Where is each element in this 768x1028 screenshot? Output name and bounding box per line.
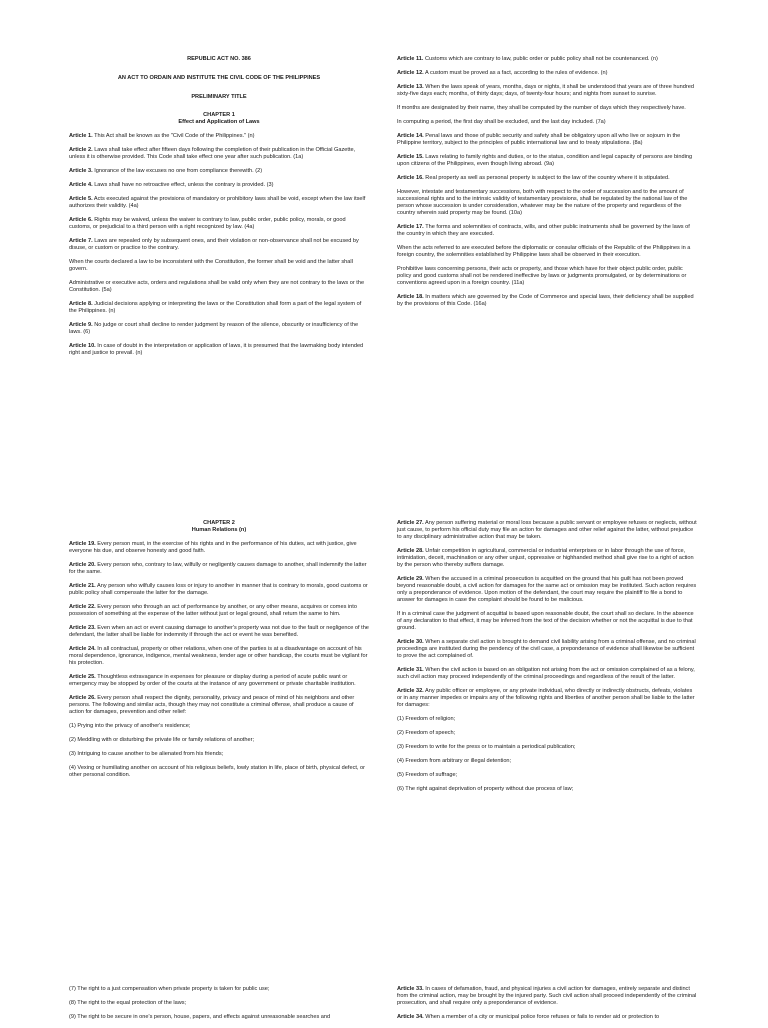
article-text: (7) The right to a just compensation when private property is taken for public use; [69,986,270,992]
article-paragraph [69,322,369,336]
article-text: In all contractual, property or other relations, when one of the parties is at a disadvantage on account of his moral dependence, ignorance, indigence, mental weakness, tender age or other handicap, the courts must be vigilant for his protection. [69,646,368,666]
article-label: Article 24. [69,646,96,652]
article-text: Every person must, in the exercise of his rights and in the performance of his duties, act with justice, give everyone his due, and observe honesty and good faith. [69,541,357,554]
article-label: Article 5. [69,196,93,202]
article-label: Article 6. [69,217,93,223]
page-3-left-column [69,986,369,1028]
article-text: (4) Vexing or humiliating another on account of his religious beliefs, lowly station in life, place of birth, physical defect, or other personal condition. [69,765,366,778]
article-continuation [397,119,697,126]
article-text: Acts executed against the provisions of mandatory or prohibitory laws shall be void, except when the law itself authorizes their validity. (4a) [69,196,366,209]
article-paragraph [397,986,697,1007]
article-paragraph [397,688,697,709]
article-paragraph [397,56,697,63]
article-text: (8) The right to the equal protection of the laws; [69,1000,187,1006]
preliminary-title: PRELIMINARY TITLE [191,94,247,100]
article-paragraph [69,217,369,231]
article-label: Article 34. [397,1014,424,1020]
article-continuation [397,744,697,751]
article-text: Administrative or executive acts, orders and regulations shall be valid only when they are not contrary to the laws or the Constitution. (5a) [69,280,365,293]
article-text: Thoughtless extravagance in expenses for pleasure or display during a period of acute public want or emergency may be stopped by order of the courts at the instance of any government or private charitable institution. [69,674,356,687]
article-text: When the laws speak of years, months, days or nights, it shall be understood that years are of three hundred sixty-five days each; months, of thirty days; days, of twenty-four hours; and nights from sunset to sunrise. [397,84,694,97]
article-paragraph [69,541,369,555]
chapter-title: Effect and Application of Laws [178,119,260,125]
article-text: Every person shall respect the dignity, personality, privacy and peace of mind of his neighbors and other persons. The following and similar acts, though they may not constitute a criminal offense, shall produce a cause of action for damages, prevention and other relief: [69,695,355,715]
article-paragraph [397,224,697,238]
article-paragraph [69,168,369,175]
article-label: Article 14. [397,133,424,139]
article-continuation [69,986,369,993]
article-label: Article 21. [69,583,96,589]
article-label: Article 10. [69,343,96,349]
article-text: When the courts declared a law to be inconsistent with the Constitution, the former shall be void and the latter shall govern. [69,259,353,272]
article-text: However, intestate and testamentary successions, both with respect to the order of succession and to the amount of successional rights and to the intrinsic validity of testamentary provisions, shall be regulated by the national law of the person whose succession is under consideration, whatever may be the nature of the property and regardless of the country wherein said property may be found. (10a) [397,189,688,216]
article-text: Prohibitive laws concerning persons, their acts or property, and those which have for their object public order, public policy and good customs shall not be rendered ineffective by laws or judgments promulgated, or by determinations or conventions agreed upon in a foreign country. (11a) [397,266,687,286]
article-text: No judge or court shall decline to render judgment by reason of the silence, obscurity or insufficiency of the laws. (6) [69,322,359,335]
article-text: If months are designated by their name, they shall be computed by the number of days which they respectively have. [397,105,686,111]
article-paragraph [397,639,697,660]
article-text: Real property as well as personal property is subject to the law of the country where it is stipulated. [423,175,670,181]
article-text: Rights may be waived, unless the waiver is contrary to law, public order, public policy, morals, or good customs, or prejudicial to a third person with a right recognized by law. (4a) [69,217,346,230]
article-text: When the acts referred to are executed before the diplomatic or consular officials of the Republic of the Philippines in a foreign country, the solemnities established by Philippine laws shall be observed in their execution. [397,245,691,258]
article-paragraph [397,576,697,604]
article-text: (3) Freedom to write for the press or to maintain a periodical publication; [397,744,576,750]
article-paragraph [69,604,369,618]
article-label: Article 2. [69,147,93,153]
article-text: This Act shall be known as the "Civil Code of the Philippines." (n) [92,133,255,139]
article-paragraph [397,70,697,77]
article-text: When a member of a city or municipal police force refuses or fails to render aid or protection to [423,1014,660,1020]
article-paragraph [69,301,369,315]
article-list [397,56,697,308]
act-number: REPUBLIC ACT NO. 386 [187,56,251,62]
article-paragraph [397,133,697,147]
chapter-heading: CHAPTER 1 [203,112,235,118]
article-label: Article 23. [69,625,96,631]
page-3 [0,980,768,1024]
article-label: Article 18. [397,294,424,300]
article-text: When the accused in a criminal prosecution is acquitted on the ground that his guilt has not been proved beyond reasonable doubt, a civil action for damages for the same act or omission may be instituted. Such action requires only a preponderance of evidence. Upon motion of the defendant, the court may require the plaintiff to file a bond to answer for damages in case the complaint should be found to be malicious. [397,576,697,603]
article-text: Laws relating to family rights and duties, or to the status, condition and legal capacity of persons are binding upon citizens of the Philippines, even though living abroad. (9a) [397,154,693,167]
article-label: Article 4. [69,182,93,188]
article-continuation [69,723,369,730]
article-label: Article 31. [397,667,424,673]
article-text: Laws are repealed only by subsequent ones, and their violation or non-observance shall not be excused by disuse, or custom or practice to the contrary. [69,238,359,251]
article-text: When a separate civil action is brought to demand civil liability arising from a criminal offense, and no criminal proceedings are instituted during the pendency of the civil case, a preponderance of evidence shall likewise be sufficient to prove the act complained of. [397,639,696,659]
article-continuation [397,730,697,737]
article-label: Article 19. [69,541,96,547]
article-continuation [397,772,697,779]
article-label: Article 22. [69,604,96,610]
article-paragraph [397,294,697,308]
article-paragraph [69,238,369,252]
article-continuation [69,1014,369,1021]
article-text: (1) Prying into the privacy of another's residence; [69,723,191,729]
article-text: The forms and solemnities of contracts, wills, and other public instruments shall be governed by the laws of the country in which they are executed. [397,224,690,237]
act-title: AN ACT TO ORDAIN AND INSTITUTE THE CIVIL CODE OF THE PHILIPPINES [117,75,321,81]
article-text: Unfair competition in agricultural, commercial or industrial enterprises or in labor through the use of force, intimidation, deceit, machination or any other unjust, oppressive or highhanded method shall give rise to a right of action by the person who thereby suffers damage. [397,548,694,568]
page-1-left-column [69,56,369,364]
article-label: Article 11. [397,56,424,62]
article-text: (6) The right against deprivation of property without due process of law; [397,786,574,792]
article-paragraph [69,583,369,597]
article-paragraph [69,196,369,210]
article-continuation [397,611,697,632]
article-label: Article 1. [69,133,93,139]
article-text: A custom must be proved as a fact, according to the rules of evidence. (n) [423,70,608,76]
article-label: Article 32. [397,688,424,694]
article-paragraph [397,84,697,98]
article-text: Any person who wilfully causes loss or injury to another in manner that is contrary to morals, good customs or public policy shall compensate the latter for the damage. [69,583,368,596]
article-paragraph [69,147,369,161]
article-label: Article 15. [397,154,424,160]
page-2-right-column [397,520,697,800]
article-list [69,133,369,357]
article-paragraph [397,667,697,681]
page-3-right-column [397,986,697,1028]
article-list [69,541,369,779]
article-label: Article 30. [397,639,424,645]
article-paragraph [69,343,369,357]
article-list [397,520,697,793]
article-label: Article 9. [69,322,93,328]
article-text: (4) Freedom from arbitrary or illegal detention; [397,758,512,764]
article-label: Article 33. [397,986,424,992]
article-text: Laws shall have no retroactive effect, unless the contrary is provided. (3) [92,182,274,188]
article-text: Any public officer or employee, or any private individual, who directly or indirectly obstructs, defeats, violates or in any manner impedes or impairs any of the following rights and liberties of another person shall be liable to the latter for damages: [397,688,695,708]
article-text: In cases of defamation, fraud, and physical injuries a civil action for damages, entirely separate and distinct from the criminal action, may be brought by the injured party. Such civil action shall proceed independently of the criminal prosecution, and shall require only a preponderance of evidence. [397,986,697,1006]
article-text: Laws shall take effect after fifteen days following the completion of their publication in the Official Gazette, unless it is otherwise provided. This Code shall take effect one year after such publication. (1a) [69,147,356,160]
article-continuation [397,105,697,112]
article-text: Penal laws and those of public security and safety shall be obligatory upon all who live or sojourn in the Philippine territory, subject to the principles of public international law and to treaty stipulations. (8a) [397,133,681,146]
article-text: Every person who, contrary to law, wilfully or negligently causes damage to another, shall indemnify the latter for the same. [69,562,367,575]
article-label: Article 27. [397,520,424,526]
article-continuation [397,189,697,217]
article-text: (1) Freedom of religion; [397,716,456,722]
article-paragraph [397,520,697,541]
article-text: (9) The right to be secure in one's person, house, papers, and effects against unreasonable searches and [69,1014,331,1020]
article-paragraph [397,1014,697,1021]
article-continuation [397,716,697,723]
article-text: When the civil action is based on an obligation not arising from the act or omission complained of as a felony, such civil action may proceed independently of the criminal proceedings and regardless of the result of the latter. [397,667,695,680]
article-label: Article 3. [69,168,93,174]
article-continuation [397,245,697,259]
article-label: Article 12. [397,70,424,76]
article-label: Article 7. [69,238,93,244]
article-label: Article 26. [69,695,96,701]
article-label: Article 25. [69,674,96,680]
article-continuation [397,786,697,793]
article-continuation [397,758,697,765]
article-paragraph [397,548,697,569]
article-paragraph [69,562,369,576]
article-text: Every person who through an act of performance by another, or any other means, acquires or comes into possession of something at the expense of the latter without just or legal ground, shall return the same to him. [69,604,357,617]
article-text: (5) Freedom of suffrage; [397,772,458,778]
article-paragraph [397,154,697,168]
article-paragraph [69,695,369,716]
article-continuation [69,751,369,758]
article-label: Article 13. [397,84,424,90]
article-continuation [397,266,697,287]
article-paragraph [69,133,369,140]
article-label: Article 29. [397,576,424,582]
article-list [69,986,369,1021]
article-text: If in a criminal case the judgment of acquittal is based upon reasonable doubt, the court shall so declare. In the absence of any declaration to that effect, it may be inferred from the text of the decision whether or not the acquittal is due to that ground. [397,611,694,631]
page-1 [0,0,768,500]
article-text: Ignorance of the law excuses no one from compliance therewith. (2) [92,168,263,174]
chapter-title: Human Relations (n) [191,527,247,533]
article-paragraph [69,674,369,688]
article-continuation [69,765,369,779]
article-label: Article 16. [397,175,424,181]
article-text: Even when an act or event causing damage to another's property was not due to the fault or negligence of the defendant, the latter shall be liable for indemnity if through the act or event he was benefited. [69,625,369,638]
article-text: Any person suffering material or moral loss because a public servant or employee refuses or neglects, without just cause, to perform his official duty may file an action for damages and other relief against the latter, without prejudice to any disciplinary administrative action that may be taken. [397,520,697,540]
article-text: In matters which are governed by the Code of Commerce and special laws, their deficiency shall be supplied by the provisions of this Code. (16a) [397,294,694,307]
article-label: Article 8. [69,301,93,307]
article-label: Article 17. [397,224,424,230]
article-text: In case of doubt in the interpretation or application of laws, it is presumed that the lawmaking body intended right and justice to prevail. (n) [69,343,364,356]
article-text: Customs which are contrary to law, public order or public policy shall not be countenanced. (n) [423,56,658,62]
article-paragraph [69,182,369,189]
article-text: (3) Intriguing to cause another to be alienated from his friends; [69,751,224,757]
page-1-right-column [397,56,697,315]
article-paragraph [69,625,369,639]
article-label: Article 28. [397,548,424,554]
article-list [397,986,697,1021]
article-label: Article 20. [69,562,96,568]
article-paragraph [397,175,697,182]
article-text: (2) Freedom of speech; [397,730,456,736]
article-text: (2) Meddling with or disturbing the private life or family relations of another; [69,737,254,743]
chapter-heading: CHAPTER 2 [203,520,235,526]
article-paragraph [69,646,369,667]
article-continuation [69,1000,369,1007]
article-text: Judicial decisions applying or interpreting the laws or the Constitution shall form a part of the legal system of the Philippines. (n) [69,301,362,314]
page-2-left-column [69,520,369,786]
article-continuation [69,280,369,294]
page-2 [0,516,768,976]
article-continuation [69,259,369,273]
article-text: In computing a period, the first day shall be excluded, and the last day included. (7a) [397,119,606,125]
article-continuation [69,737,369,744]
